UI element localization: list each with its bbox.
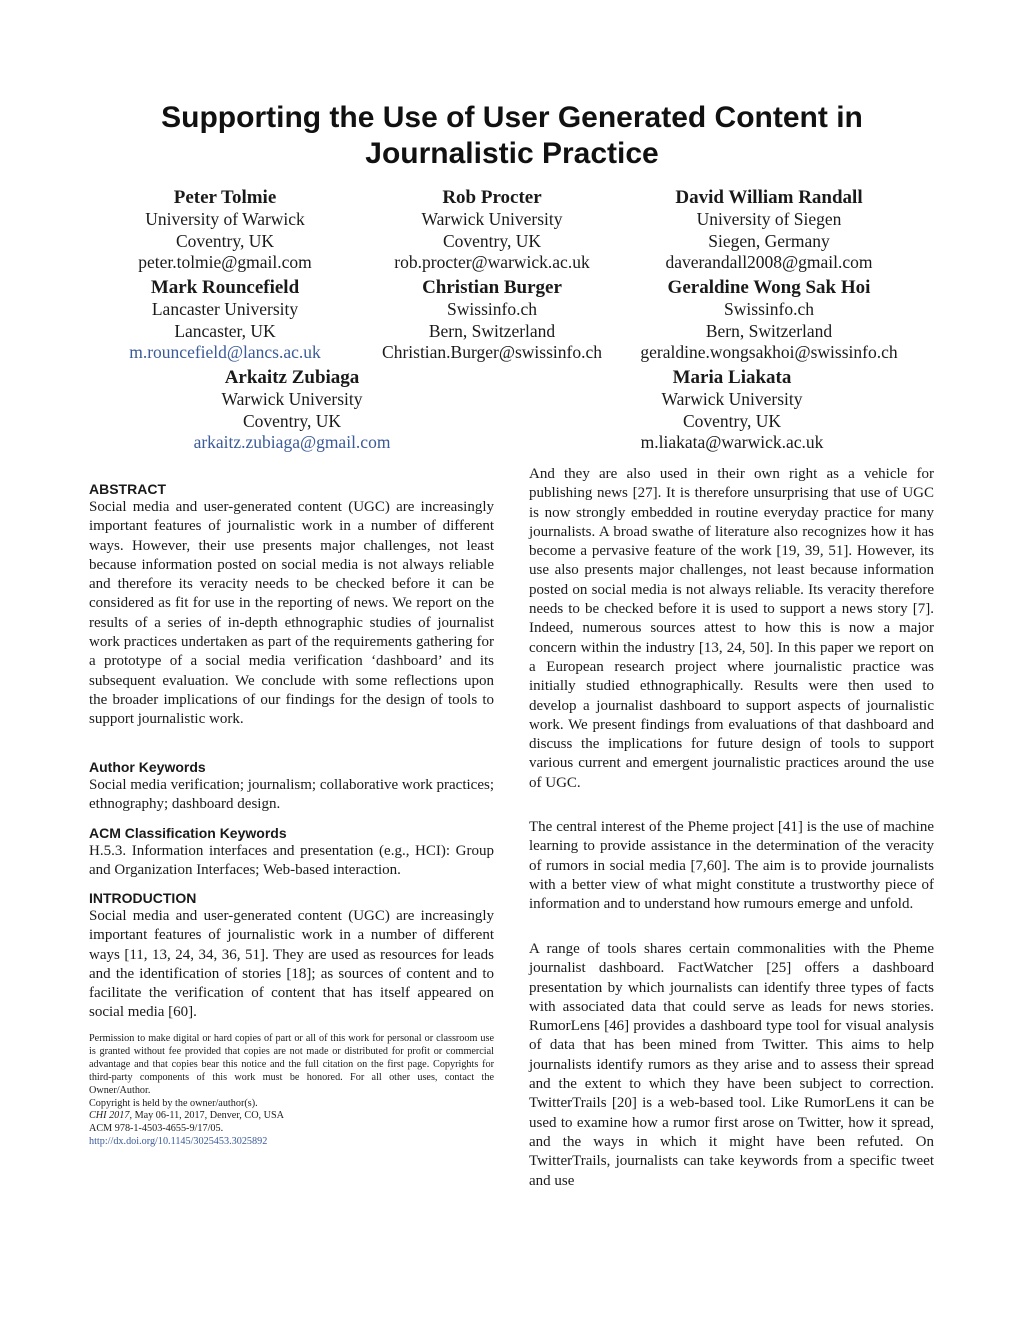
author-location: Coventry, UK [175, 230, 275, 251]
author-block [624, 187, 914, 274]
acm-text: H.5.3. Information interfaces and presentation (e.g., HCI): Group and Organization Interfaces; Web-based interaction. [89, 843, 494, 879]
author-name: Peter Tolmie [173, 187, 277, 208]
doi-link[interactable]: http://dx.doi.org/10.1145/3025453.3025892 [89, 1136, 268, 1148]
author-location: Coventry, UK [442, 230, 542, 251]
permission-notice: Permission to make digital or hard copies of part or all of this work for personal or classroom use is granted without fee provided that copies are not made or distributed for profit or commercial advantage and that copies bear this notice and the full citation on the first page. Copyrights for third-party components of this work must be honored. For all other uses, contact the Owner/Author. [89, 1033, 494, 1096]
author-location: Lancaster, UK [174, 320, 276, 341]
body-paragraph: A range of tools shares certain commonalities with the Pheme journalist dashboard. FactWatcher [25] offers a dashboard presentation by which journalists can identify three types of facts with associated data that could serve as leads for news stories. RumorLens [46] provides a dashboard type tool for visual analysis of data that has been mined from Twitter. This aims to help journalists identify rumors as they arise and to assess their spread and the extent to which they have been subject to correction. TwitterTrails [20] is a web-based tool. Like RumorLens it can be used to examine how a rumor first arose on Twitter, how it spread, and the ways in which it might have been refuted. On TwitterTrails, journalists can take keywords from a specific tweet and use [529, 941, 934, 1189]
author-affiliation: Warwick University [221, 389, 363, 409]
title-line-2: Journalistic Practice [365, 137, 659, 170]
author-name: Geraldine Wong Sak Hoi [667, 277, 871, 298]
keywords-heading: Author Keywords [89, 759, 206, 775]
author-name: Mark Rouncefield [150, 277, 300, 298]
author-affiliation: University of Warwick [145, 209, 305, 229]
author-affiliation: Lancaster University [151, 299, 299, 319]
acm-heading: ACM Classification Keywords [89, 825, 287, 841]
abstract-text: Social media and user-generated content (UGC) are increasingly important features of journalistic work in a number of different ways. However, their use presents major challenges, not least because information posted on social media is not always reliable and therefore its veracity needs to be checked before it can be considered as fit for use in the reporting of news. We report on the results of a series of in-depth ethnographic studies of journalist work practices undertaken as part of the requirements gathering for a prototype of a social media verification ‘dashboard’ and its subsequent evaluation. We conclude with some reflections upon the broader implications of our findings for the design of tools to support journalistic work. [89, 499, 494, 728]
doi-line [89, 1136, 494, 1149]
author-name: Christian Burger [422, 277, 562, 298]
isbn-line: ACM 978-1-4503-4655-9/17/05. [89, 1123, 224, 1135]
author-block [362, 187, 622, 274]
author-name: David William Randall [675, 187, 863, 208]
author-affiliation: Swissinfo.ch [724, 299, 814, 319]
venue-details: , May 06-11, 2017, Denver, CO, USA [129, 1110, 285, 1122]
author-email[interactable]: rob.procter@warwick.ac.uk [394, 252, 590, 272]
copyright-holder: Copyright is held by the owner/author(s). [89, 1097, 258, 1109]
author-block [592, 367, 872, 454]
author-email[interactable]: peter.tolmie@gmail.com [138, 252, 312, 272]
author-email[interactable]: Christian.Burger@swissinfo.ch [382, 342, 602, 362]
author-affiliation: Warwick University [421, 209, 563, 229]
author-email[interactable]: geraldine.wongsakhoi@swissinfo.ch [640, 342, 898, 362]
copyright-block [89, 1033, 494, 1149]
author-name: Rob Procter [442, 187, 542, 208]
introduction-text: Social media and user-generated content (UGC) are increasingly important features of journalistic work in a number of different ways [11, 13, 24, 34, 36, 51]. They are used as resources for leads and the identification of stories [18]; as sources of content and to facilitate the verification of content that has itself appeared on social media [60]. [89, 908, 494, 1021]
author-email[interactable]: m.liakata@warwick.ac.uk [640, 432, 824, 452]
author-block [362, 277, 622, 364]
author-block [624, 277, 914, 364]
introduction-heading: INTRODUCTION [89, 890, 197, 906]
abstract-heading: ABSTRACT [89, 481, 166, 497]
author-block [100, 187, 350, 274]
author-affiliation: University of Siegen [696, 209, 842, 229]
author-email[interactable]: daverandall2008@gmail.com [665, 252, 873, 272]
venue-line [89, 1110, 494, 1123]
body-paragraph: And they are also used in their own right as a vehicle for publishing news [27]. It is therefore unsurprising that use of UGC is now strongly embedded in routine everyday practice for many journalists. A broad swathe of literature also recognizes how it has become a pervasive feature of the work [19, 39, 51]. However, its use also presents major challenges, not least because information posted on social media is not always reliable. Its veracity therefore needs to be checked before it is used to support a news story [7]. Indeed, numerous sources attest to how this is now a major concern within the industry [13, 24, 50]. In this paper we report on a European research project where journalistic practice was initially studied ethnographically. Results were then used to develop a journalist dashboard to support aspects of journalistic work. We present findings from evaluations of that dashboard and discuss the implications for future design of tools to support various current and emergent journalistic practices around the use of UGC. [529, 466, 934, 791]
author-location: Coventry, UK [682, 410, 782, 431]
author-name: Maria Liakata [672, 367, 792, 388]
author-affiliation: Swissinfo.ch [447, 299, 537, 319]
paper-title [100, 100, 924, 172]
author-location: Coventry, UK [242, 410, 342, 431]
venue-name: CHI 2017 [89, 1110, 130, 1122]
author-location: Bern, Switzerland [428, 320, 556, 341]
author-email[interactable]: arkaitz.zubiaga@gmail.com [193, 432, 391, 452]
author-block [100, 277, 350, 364]
author-block [152, 367, 432, 454]
title-line-1: Supporting the Use of User Generated Content in [161, 101, 863, 134]
author-location: Bern, Switzerland [705, 320, 833, 341]
author-affiliation: Warwick University [661, 389, 803, 409]
author-location: Siegen, Germany [708, 230, 830, 251]
author-name: Arkaitz Zubiaga [224, 367, 360, 388]
keywords-text: Social media verification; journalism; collaborative work practices; ethnography; dashboard design. [89, 777, 494, 813]
body-paragraph: The central interest of the Pheme project [41] is the use of machine learning to provide assistance in the determination of the veracity of rumors in social media [7,60]. The aim is to provide journalists with a better view of what might constitute a trustworthy piece of information and to understand how rumours emerge and unfold. [529, 819, 934, 913]
author-email[interactable]: m.rouncefield@lancs.ac.uk [129, 342, 321, 362]
